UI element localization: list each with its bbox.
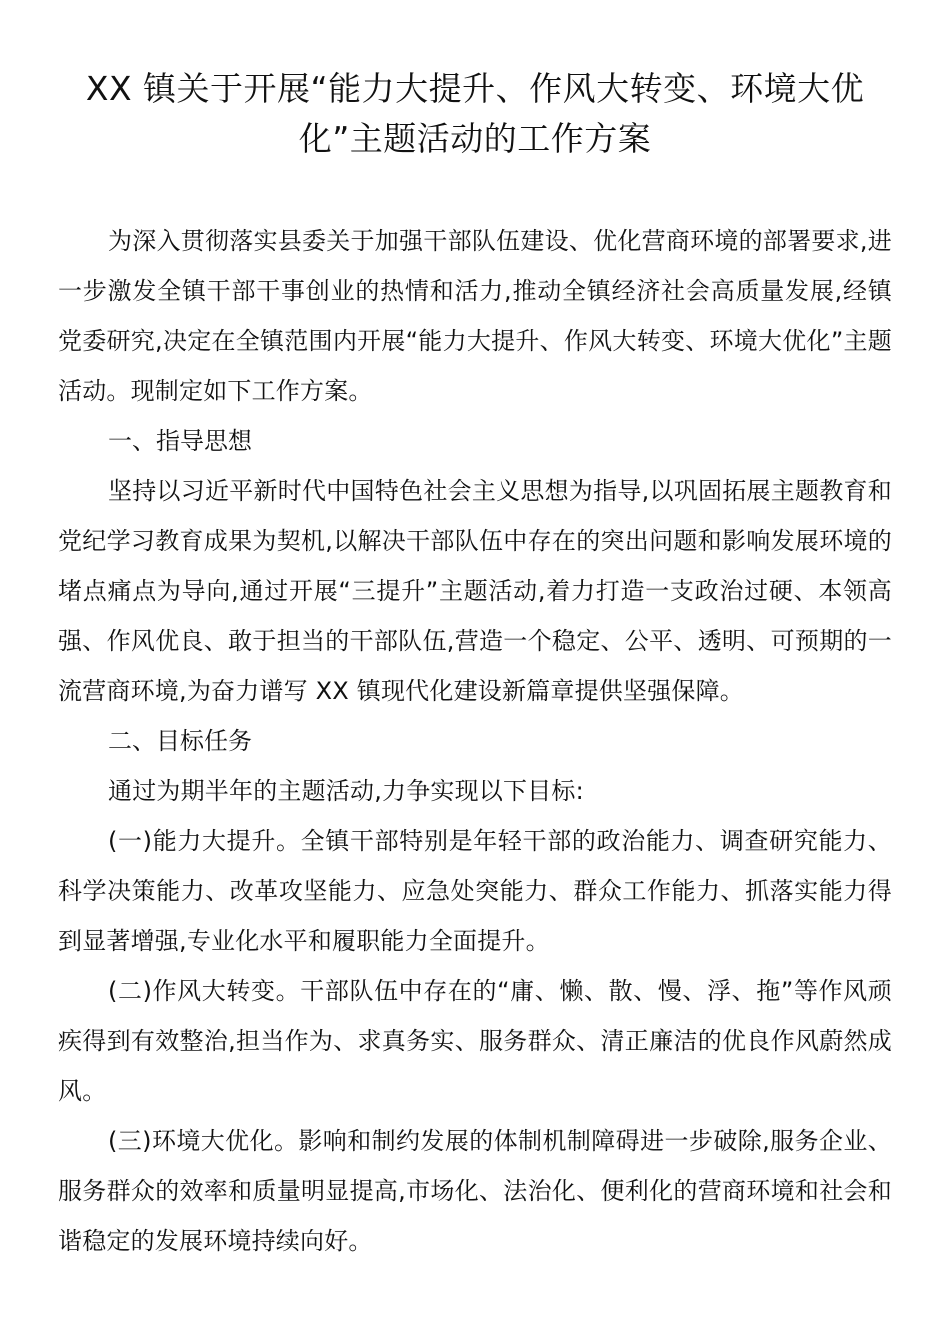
goal-ability-paragraph: (一)能力大提升。全镇干部特别是年轻干部的政治能力、调查研究能力、科学决策能力、改革攻坚能力、应急处突能力、群众工作能力、抓落实能力得到显著增强,专业化水平和履职能力全面提升。 [58, 827, 892, 955]
document-body [58, 216, 892, 1266]
intro-paragraph: 为深入贯彻落实县委关于加强干部队伍建设、优化营商环境的部署要求,进一步激发全镇干部干事创业的热情和活力,推动全镇经济社会高质量发展,经镇党委研究,决定在全镇范围内开展“能力大提升、作风大转变、环境大优化”主题活动。现制定如下工作方案。 [58, 227, 892, 405]
goal-style-paragraph: (二)作风大转变。干部队伍中存在的“庸、懒、散、慢、浮、拖”等作风顽疾得到有效整治,担当作为、求真务实、服务群众、清正廉洁的优良作风蔚然成风。 [58, 977, 892, 1105]
goals-intro-paragraph: 通过为期半年的主题活动,力争实现以下目标: [108, 777, 584, 805]
section-heading-goals: 二、目标任务 [108, 727, 252, 755]
goal-environment-paragraph: (三)环境大优化。影响和制约发展的体制机制障碍进一步破除,服务企业、服务群众的效率和质量明显提高,市场化、法治化、便利化的营商环境和社会和谐稳定的发展环境持续向好。 [58, 1127, 892, 1255]
guiding-ideology-paragraph: 坚持以习近平新时代中国特色社会主义思想为指导,以巩固拓展主题教育和党纪学习教育成果为契机,以解决干部队伍中存在的突出问题和影响发展环境的堵点痛点为导向,通过开展“三提升”主题活动,着力打造一支政治过硬、本领高强、作风优良、敢于担当的干部队伍,营造一个稳定、公平、透明、可预期的一流营商环境,为奋力谱写 XX 镇现代化建设新篇章提供坚强保障。 [58, 477, 892, 705]
section-heading-guiding-ideology: 一、指导思想 [108, 427, 252, 455]
document-title: XX 镇关于开展“能力大提升、作风大转变、环境大优化”主题活动的工作方案 [85, 69, 865, 158]
